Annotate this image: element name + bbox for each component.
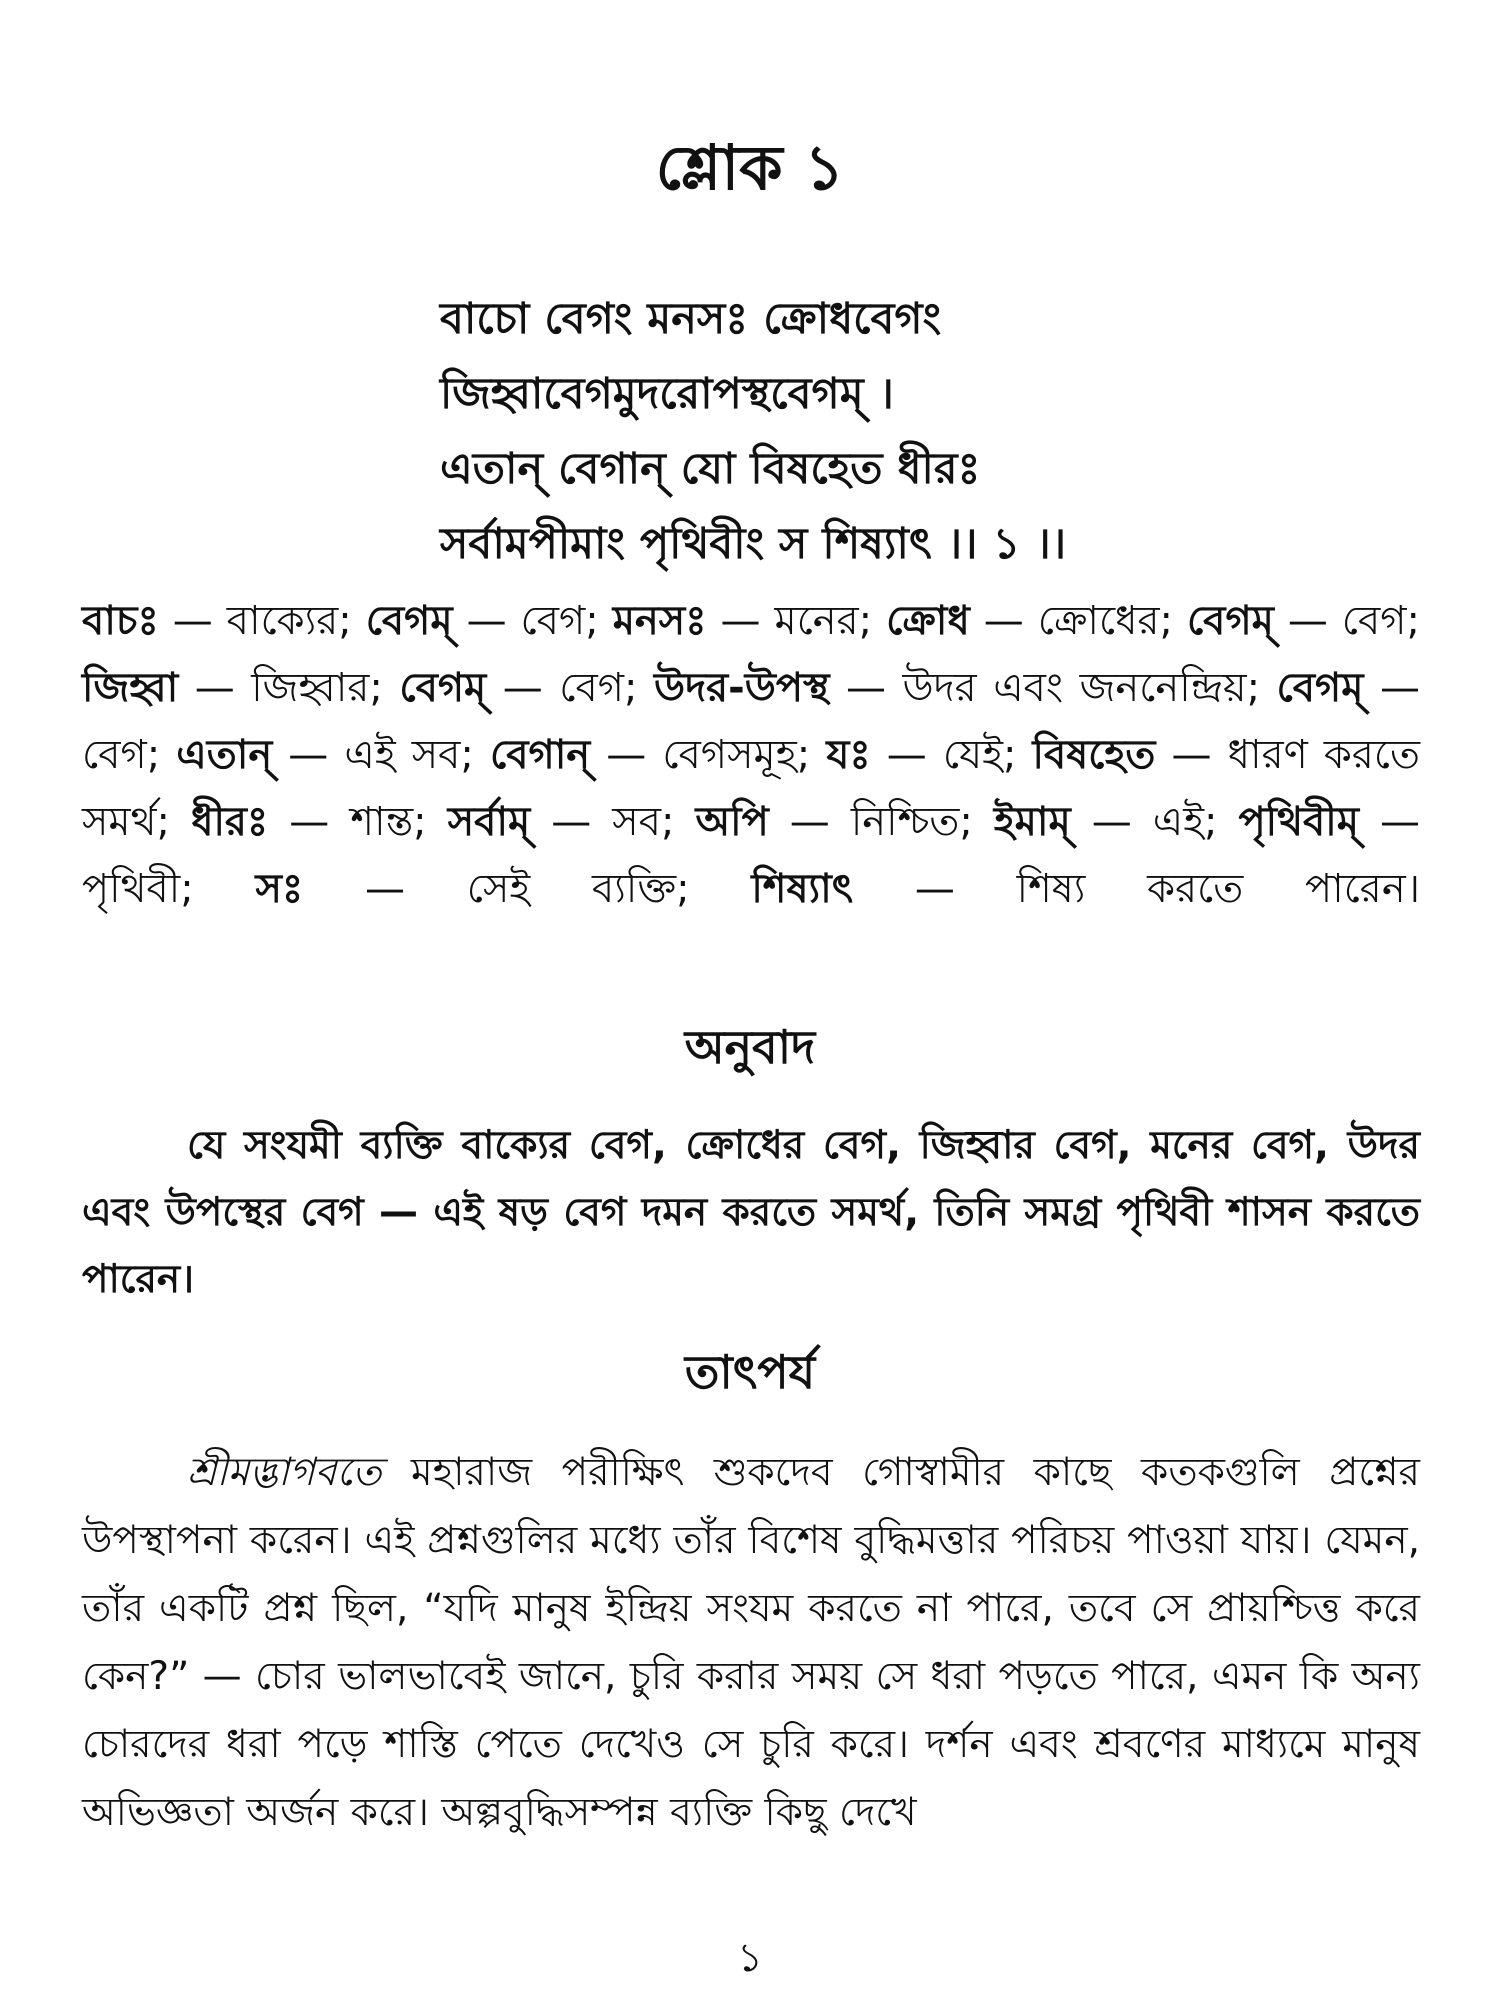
synonym-meaning: — সেই ব্যক্তি; [303,866,752,912]
synonym-meaning: — এই সব; [272,732,490,778]
synonym-term: অপি [695,799,769,845]
synonym-term: ধীরঃ [191,799,269,845]
page-title: শ্লোক ১ [655,131,845,204]
synonym-term: বেগম্ [1276,665,1364,711]
synonym-term: মনসঃ [612,598,707,644]
synonym-meaning: — বাক্যের; [158,598,366,644]
purport-paragraph [82,1439,1420,1847]
synonym-meaning: — নিশ্চিত; [768,799,994,845]
verse-line: বাচো বেগং মনসঃ ক্রোধবেগং [440,294,942,344]
synonym-term: উদর-উপস্থ [653,665,830,711]
synonym-term: জিহ্বা [82,665,179,711]
sanskrit-verse [440,282,1440,582]
synonym-term: সর্বাম্ [447,799,531,845]
synonym-term: এতান্ [176,732,273,778]
verse-line: জিহ্বাবেগমুদরোপস্থবেগম্ । [440,369,894,419]
synonym-term: বিষহেত [1032,732,1156,778]
book-title-italic: শ্রীমদ্ভাগবতে [187,1450,382,1495]
synonym-meaning: — যেই; [870,732,1033,778]
synonym-meaning: — উদর এবং জননেন্দ্রিয়; [829,665,1277,711]
synonym-term: বেগম্ [399,665,487,711]
translation-heading: অনুবাদ [684,1020,816,1074]
synonym-term: সঃ [255,866,304,912]
synonym-meaning: — বেগসমূহ; [590,732,827,778]
synonym-term: ক্রোধ [886,598,970,644]
synonym-meaning: — বেগ; [486,665,654,711]
synonym-meaning: — জিহ্বার; [178,665,400,711]
page-number: ১ [737,1935,763,1981]
synonym-meaning: — শিষ্য করতে পারেন। [853,866,1420,912]
synonym-term: বাচঃ [82,598,159,644]
synonym-meaning: — শান্ত; [268,799,448,845]
synonym-term: শিষ্যাৎ [751,866,854,912]
word-for-word-synonyms [82,588,1420,923]
verse-line: এতান্ বেগান্ যো বিষহেত ধীরঃ [440,444,981,494]
synonym-meaning: — ক্রোধের; [969,598,1187,644]
purport-text: মহারাজ পরীক্ষিৎ শুকদেব গোস্বামীর কাছে কতকগুলি প্রশ্নের উপস্থাপনা করেন। এই প্রশ্নগুলির মধ্যে তাঁর বিশেষ বুদ্ধিমত্তার পরিচয় পাওয়া যায়। যেমন, তাঁর একটি প্রশ্ন ছিল, “যদি মানুষ ইন্দ্রিয় সংযম করতে না পারে, তবে সে প্রায়শ্চিত্ত করে কেন?” — চোর ভালভাবেই জানে, চুরি করার সময় সে ধরা পড়তে পারে, এমন কি অন্য চোরদের ধরা পড়ে শাস্তি পেতে দেখেও সে চুরি করে। দর্শন এবং শ্রবণের মাধ্যমে মানুষ অভিজ্ঞতা অর্জন করে। অল্পবুদ্ধিসম্পন্ন ব্যক্তি কিছু দেখে [82,1450,1420,1835]
synonym-meaning: — ধারণ করতে সমর্থ; [82,732,1420,845]
synonym-term: পৃথিবীম্ [1238,799,1359,845]
verse-line: সর্বামপীমাং পৃথিবীং স শিষ্যাৎ ।। ১ ।। [440,519,1067,569]
synonym-term: ইমাম্ [993,799,1071,845]
synonym-term: বেগম্ [1186,598,1274,644]
synonym-meaning: — বেগ; [1273,598,1420,644]
synonym-meaning: — বেগ; [452,598,613,644]
synonym-term: যঃ [826,732,871,778]
synonym-term: বেগম্ [365,598,453,644]
purport-heading: তাৎপর্য [684,1345,816,1399]
synonym-meaning: — বেগ; [82,665,1420,778]
synonym-meaning: — মনের; [706,598,887,644]
synonym-meaning: — সব; [530,799,696,845]
translation-paragraph: যে সংযমী ব্যক্তি বাক্যের বেগ, ক্রোধের বেগ, জিহ্বার বেগ, মনের বেগ, উদর এবং উপস্থের বেগ — এই ষড় বেগ দমন করতে সমর্থ, তিনি সমগ্র পৃথিবী শাসন করতে পারেন। [82,1123,1420,1302]
synonym-meaning: — এই; [1070,799,1239,845]
synonym-meaning: — পৃথিবী; [82,799,1420,912]
synonym-term: বেগান্ [490,732,591,778]
